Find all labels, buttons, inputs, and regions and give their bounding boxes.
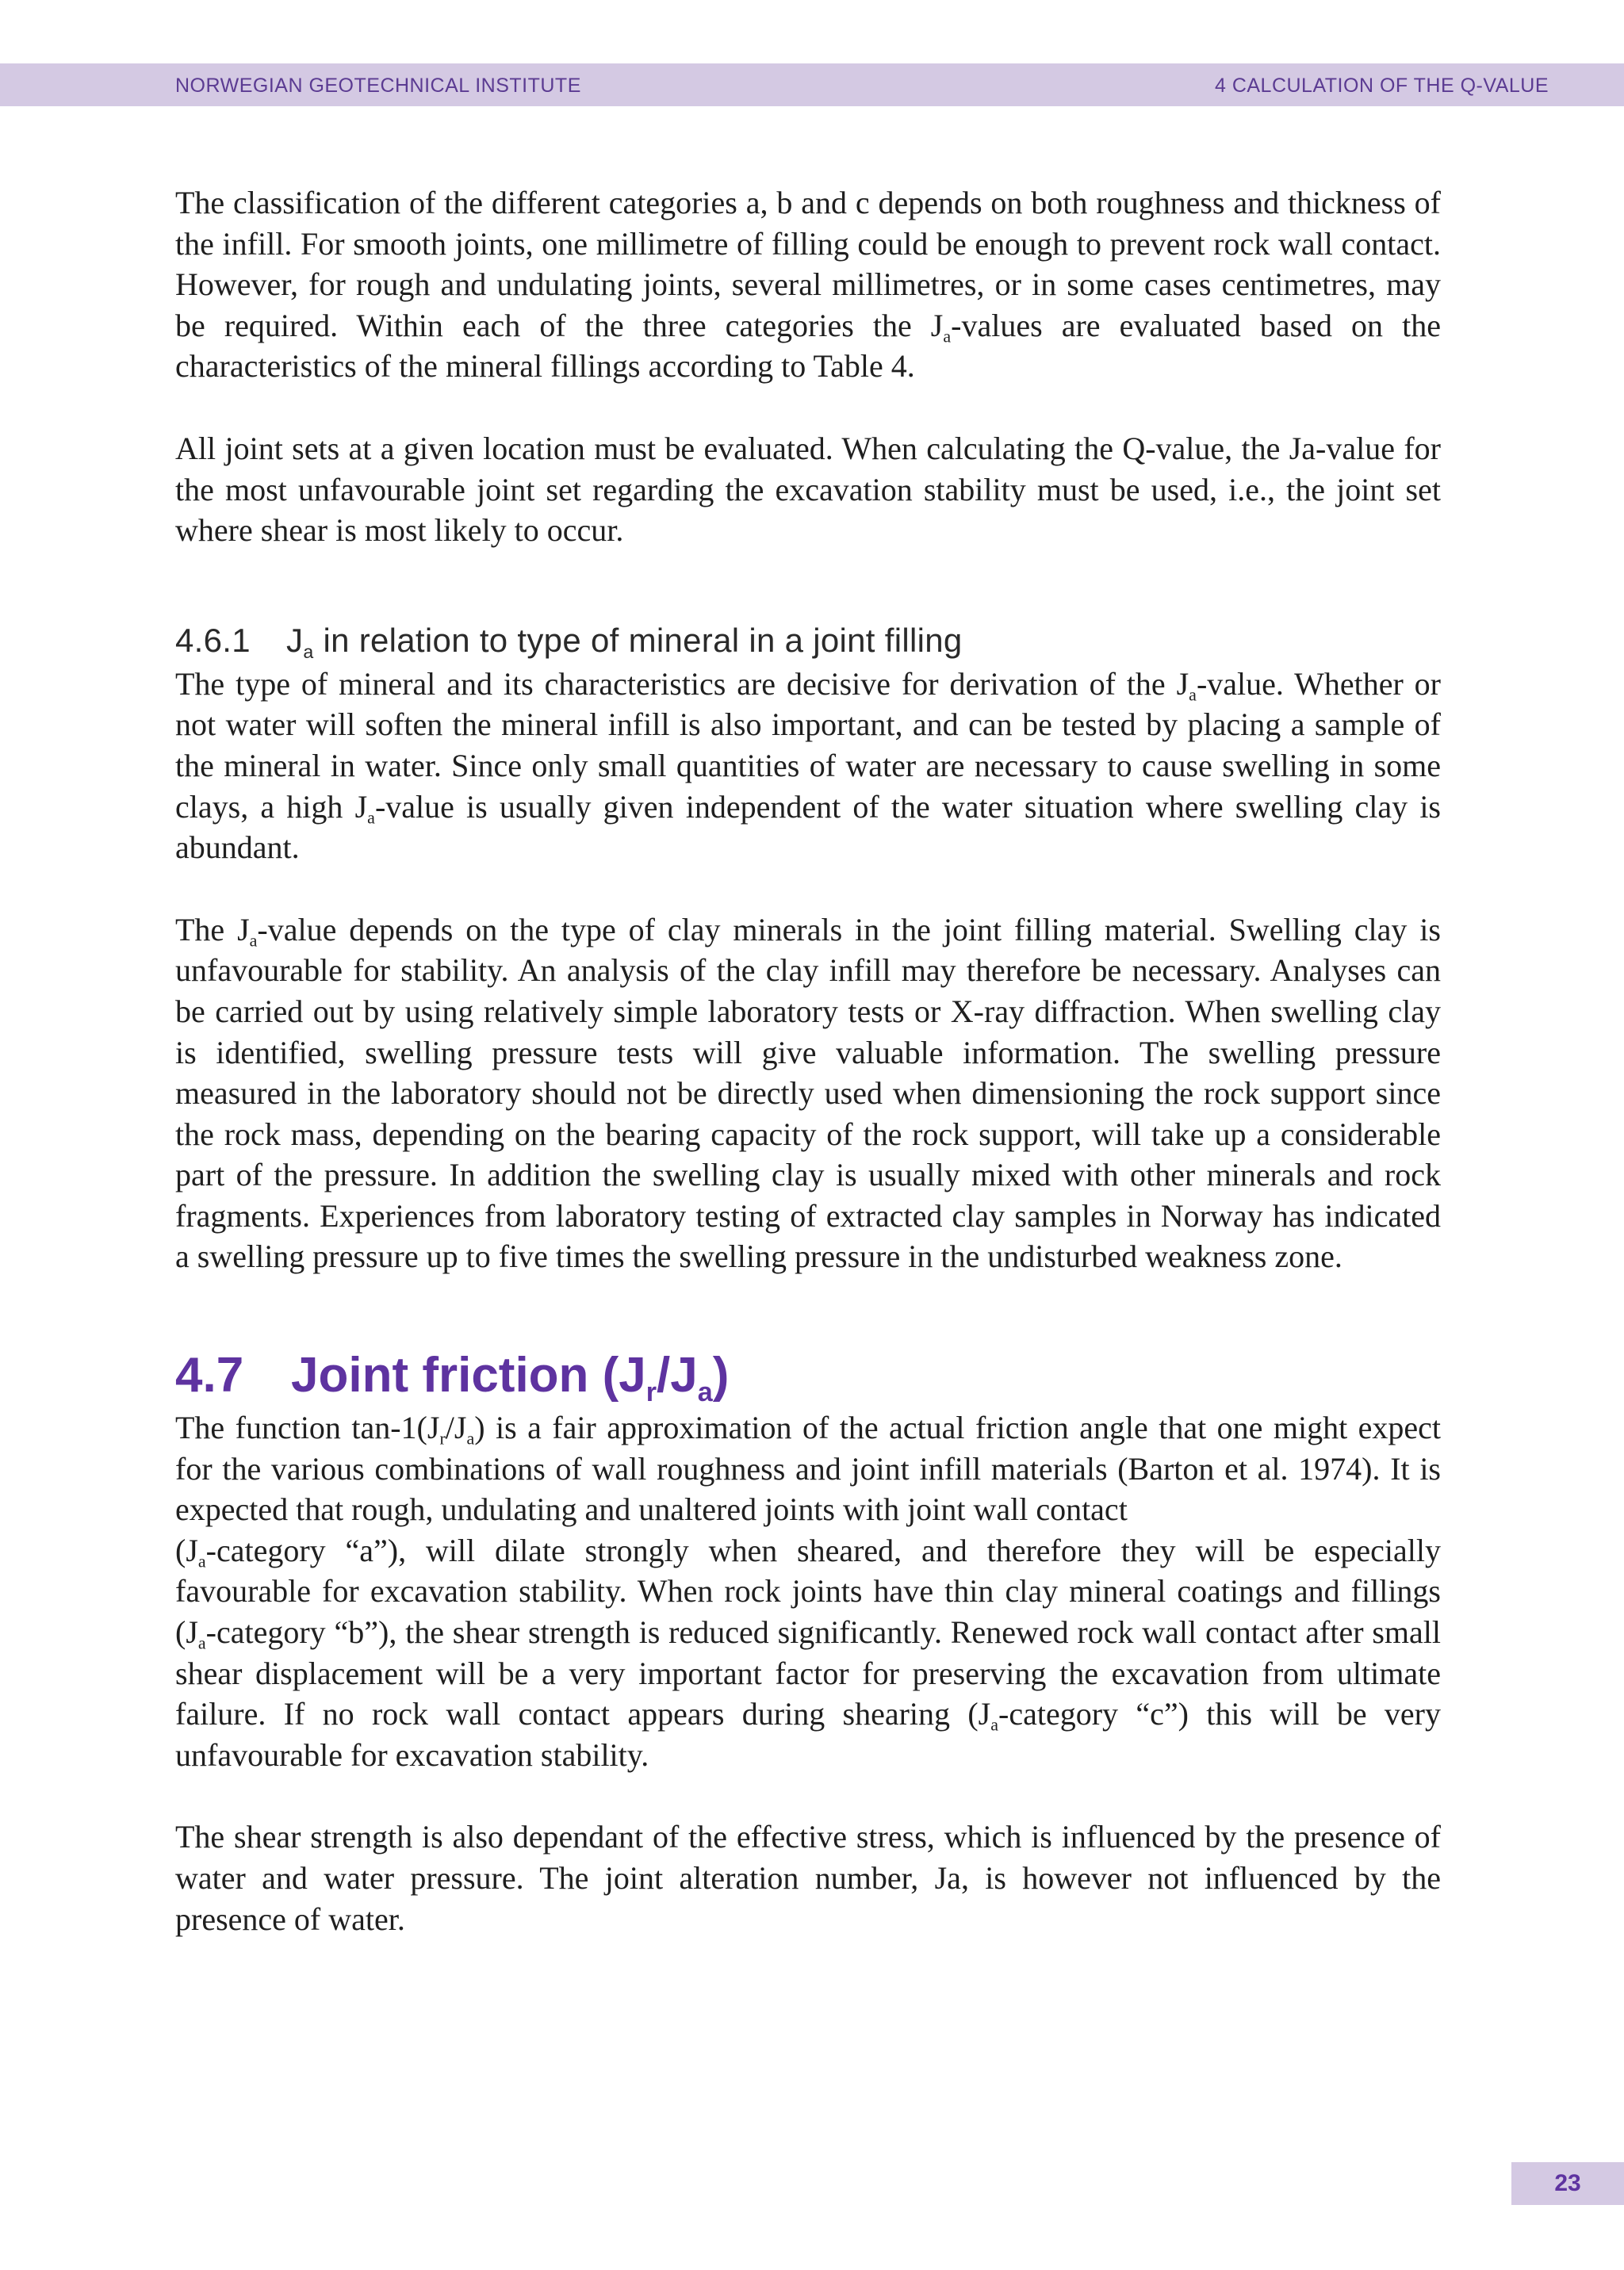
running-header-chapter: 4 CALCULATION OF THE Q-VALUE xyxy=(1214,75,1549,97)
page-body xyxy=(175,182,1441,1939)
page-number: 23 xyxy=(1511,2162,1624,2205)
running-header-institute: NORWEGIAN GEOTECHNICAL INSTITUTE xyxy=(175,75,581,97)
paragraph-shear-strength: The shear strength is also dependant of the effective stress, which is influenced by the presence of water and water pressure. The joint alteration number, Ja, is however not influenced by the presence of water. xyxy=(175,1819,1441,1937)
paragraph-mineral-type: The type of mineral and its characteristics are decisive for derivation of the $J_a$-value. Whether or not water will soften the mineral infill is also important, and can be tested by placing a sample of the mineral in water. Since only small quantities of water are necessary to cause swelling in some clays, a high $J_a$-value is usually given independent of the water situation where swelling clay is abundant. xyxy=(175,665,1441,866)
paragraph-joint-friction: The function $\tan-1(J_r/J_a)$ is a fair approximation of the actual friction angle that one might expect for the various combinations of wall roughness and joint infill materials (Barton et al. 1974). It is expected that rough, undulating and unaltered joints with joint wall contact ($J_a$-category “a”), will dilate strongly when sheared, and therefore they will be especially favourable for excavation stability. When rock joints have thin clay mineral coatings and fillings ($J_a$-category “b”), the shear strength is reduced significantly. Renewed rock wall contact after small shear displacement will be a very important factor for preserving the excavation from ultimate failure. If no rock wall contact appears during shearing ($J_a$-category “c”) this will be very unfavourable for excavation stability. xyxy=(175,1410,1442,1773)
section-heading-4-7: 4.7 Joint friction $(J_r/J_a)$ xyxy=(175,1348,730,1407)
paragraph-clay-minerals: The $J_a$-value depends on the type of clay minerals in the joint filling material. Swelling clay is unfavourable for stability. An analysis of the clay infill may therefore be necessary. Analyses can be carried out by using relatively simple laboratory tests or X-ray diffraction. When swelling clay is identified, swelling pressure tests will give valuable information. The swelling pressure measured in the laboratory should not be directly used when dimensioning the rock support since the rock mass, depending on the bearing capacity of the rock support, will take up a considerable part of the pressure. In addition the swelling clay is usually mixed with other minerals and rock fragments. Experiences from laboratory testing of extracted clay samples in Norway has indicated a swelling pressure up to five times the swelling pressure in the undisturbed weakness zone. xyxy=(175,911,1441,1275)
paragraph-infill-classification: The classification of the different categories a, b and c depends on both roughness and thickness of the infill. For smooth joints, one millimetre of filling could be enough to prevent rock wall contact. However, for rough and undulating joints, several millimetres, or in some cases centimetres, may be required. Within each of the three categories the $J_a$-values are evaluated based on the characteristics of the mineral fillings according to Table 4. xyxy=(175,185,1441,385)
paragraph-joint-sets: All joint sets at a given location must be evaluated. When calculating the Q-value, the Ja-value for the most unfavourable joint set regarding the excavation stability must be used, i.e., the joint set where shear is most likely to occur. xyxy=(175,430,1441,549)
section-heading-4-6-1: 4.6.1 $J_a$ in relation to type of mineral in a joint filling xyxy=(175,621,963,662)
